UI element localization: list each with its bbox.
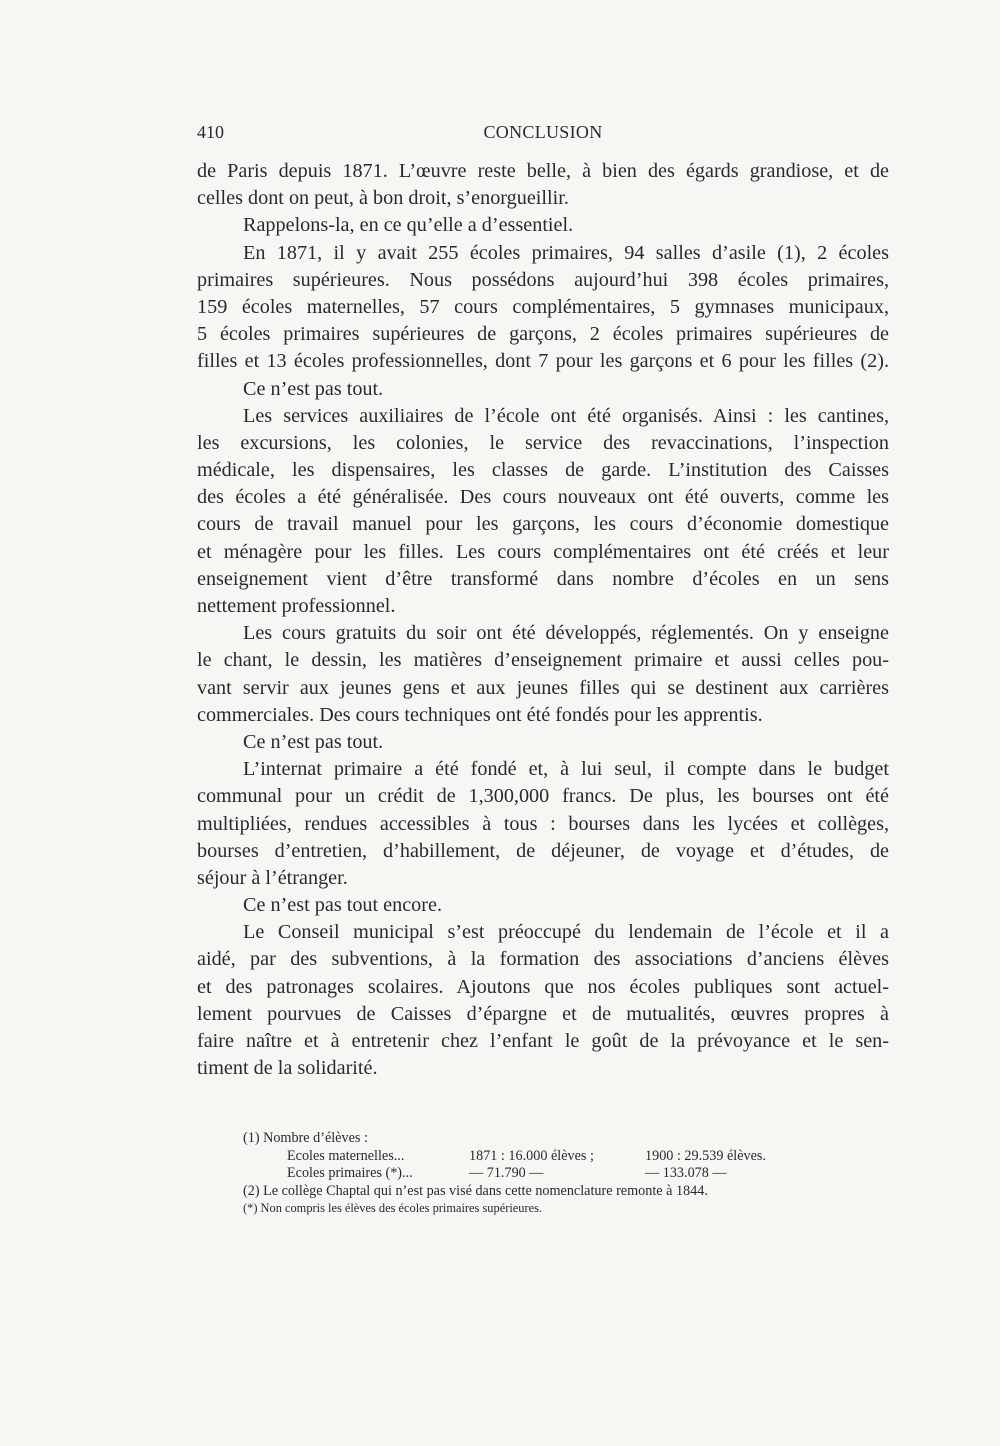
text-line: Le Conseil municipal s’est préoccupé du lendemain de l’école et il a (243, 921, 889, 944)
body-text (197, 158, 889, 1082)
running-head: CONCLUSION (483, 122, 603, 142)
text-line: filles et 13 écoles professionnelles, dont 7 pour les garçons et 6 pour les filles (2). (197, 350, 889, 373)
text-line: bourses d’entretien, d’habillement, de déjeuner, de voyage et d’études, de (197, 839, 889, 862)
text-line: aidé, par des subventions, à la formation des associations d’anciens élèves (197, 948, 889, 971)
text-line: Les services auxiliaires de l’école ont été organisés. Ainsi : les cantines, (243, 404, 889, 427)
footnote-row-value: 1871 : 16.000 élèves ; (469, 1147, 594, 1164)
text-line: nettement professionnel. (197, 595, 396, 617)
text-line: de Paris depuis 1871. L’œuvre reste belle, à bien des égards grandiose, et de (197, 160, 889, 182)
footnote-1-title: (1) Nombre d’élèves : (243, 1130, 368, 1146)
text-line: 159 écoles maternelles, 57 cours complémentaires, 5 gymnases municipaux, (197, 295, 889, 318)
text-line: Ce n’est pas tout encore. (243, 894, 443, 917)
text-line: Ce n’est pas tout. (243, 730, 384, 753)
footnote-3: (*) Non compris les élèves des écoles primaires supérieures. (243, 1201, 542, 1215)
text-line: séjour à l’étranger. (197, 866, 348, 889)
text-line: vant servir aux jeunes gens et aux jeunes filles qui se destinent aux carrières (197, 676, 889, 699)
footnote-row-value: — 71.790 — (469, 1165, 544, 1181)
text-line: commerciales. Des cours techniques ont été fondés pour les apprentis. (197, 703, 763, 726)
text-line: celles dont on peut, à bon droit, s’enorgueillir. (197, 187, 569, 210)
text-line: L’internat primaire a été fondé et, à lui seul, il compte dans le budget (243, 758, 889, 781)
text-line: primaires supérieures. Nous possédons aujourd’hui 398 écoles primaires, (197, 268, 889, 291)
text-line: le chant, le dessin, les matières d’enseignement primaire et aussi celles pou- (197, 649, 889, 672)
text-line: Rappelons-la, en ce qu’elle a d’essentiel. (243, 214, 574, 237)
text-line: timent de la solidarité. (197, 1057, 378, 1080)
text-line: En 1871, il y avait 255 écoles primaires, 94 salles d’asile (1), 2 écoles (243, 241, 889, 264)
text-line: Ce n’est pas tout. (243, 377, 384, 400)
text-line: les excursions, les colonies, le service des revaccinations, l’inspection (197, 431, 889, 454)
page-header (197, 122, 889, 148)
footnote-row-label: Ecoles primaires (*)... (287, 1165, 413, 1181)
text-line: lement pourvues de Caisses d’épargne et de mutualités, œuvres propres à (197, 1002, 889, 1025)
text-line: enseignement vient d’être transformé dans nombre d’écoles en un sens (197, 567, 889, 590)
footnote-row-value: 1900 : 29.539 élèves. (645, 1147, 766, 1164)
text-line: multipliées, rendues accessibles à tous : bourses dans les lycées et collèges, (197, 812, 889, 835)
text-line: communal pour un crédit de 1,300,000 francs. De plus, les bourses ont été (197, 785, 889, 808)
text-line: 5 écoles primaires supérieures de garçons, 2 écoles primaires supérieures de (197, 323, 889, 346)
text-line: et des patronages scolaires. Ajoutons que nos écoles publiques sont actuel- (197, 975, 889, 998)
text-line: des écoles a été généralisée. Des cours nouveaux ont été ouverts, comme les (197, 486, 889, 509)
text-line: faire naître et à entretenir chez l’enfant le goût de la prévoyance et le sen- (197, 1030, 889, 1052)
text-line: et ménagère pour les filles. Les cours complémentaires ont été créés et leur (197, 540, 889, 563)
text-line: Les cours gratuits du soir ont été développés, réglementés. On y enseigne (243, 622, 889, 645)
text-line: cours de travail manuel pour les garçons, les cours d’économie domestique (197, 513, 889, 536)
footnote-row-label: Ecoles maternelles... (287, 1147, 405, 1164)
footnote-row (243, 1165, 843, 1183)
footnote-2: (2) Le collège Chaptal qui n’est pas visé dans cette nomenclature remonte à 1844. (243, 1182, 708, 1199)
text-line: médicale, les dispensaires, les classes de garde. L’institution des Caisses (197, 459, 889, 482)
footnotes (243, 1130, 843, 1218)
page-number: 410 (197, 122, 224, 142)
footnote-row-value: — 133.078 — (645, 1165, 727, 1181)
footnote-row (243, 1148, 843, 1166)
